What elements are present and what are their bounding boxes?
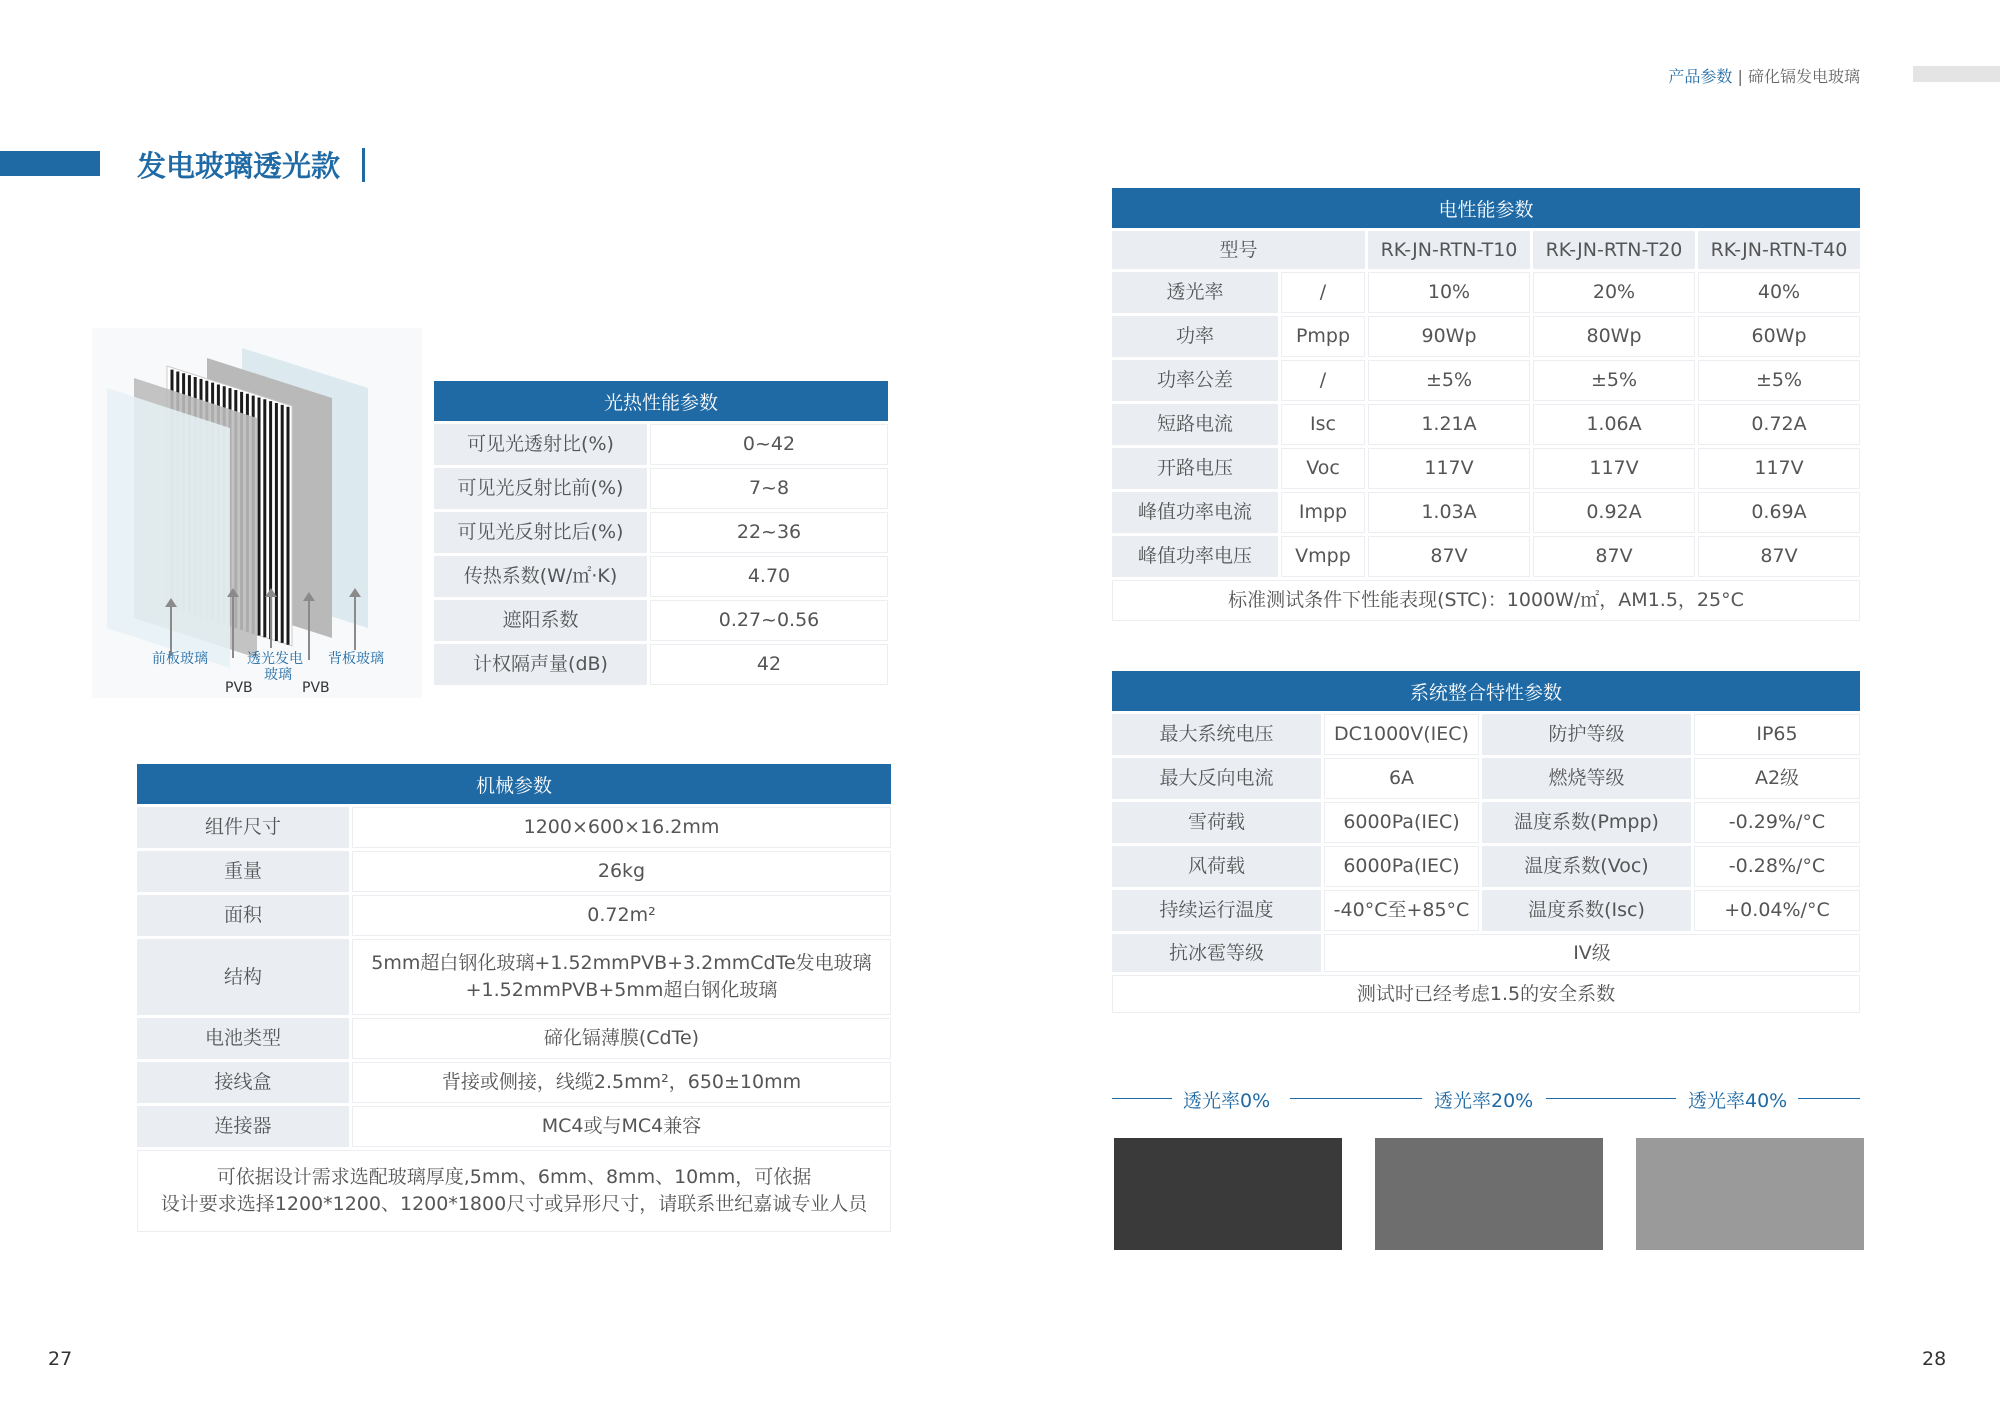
elec-row [1112, 536, 1860, 577]
mech-note [137, 1150, 891, 1232]
elec-model-name: RK-JN-RTN-T10 [1368, 231, 1530, 269]
sys-hail-row [1112, 934, 1860, 972]
page-number-right: 28 [1922, 1348, 1947, 1370]
mech-value-line: 5mm超白钢化玻璃+1.52mmPVB+3.2mmCdTe发电玻璃 [371, 952, 872, 975]
sys-value: 6000Pa(IEC) [1324, 802, 1479, 843]
sys-note-row [1112, 975, 1860, 1013]
sys-row [1112, 802, 1860, 843]
elec-note-row [1112, 580, 1860, 621]
elec-table [1112, 188, 1860, 621]
elec-param-symbol: Isc [1281, 404, 1365, 445]
sys-row [1112, 714, 1860, 755]
header-decor-bar [1913, 66, 2000, 82]
optical-row [434, 600, 888, 641]
sys-value: IV级 [1324, 934, 1860, 972]
sample-label-1: 透光率20% [1434, 1090, 1534, 1112]
front-glass-label: 前板玻璃 [152, 651, 208, 667]
pvb-1-arrow [232, 596, 234, 658]
elec-note: 标准测试条件下性能表现(STC)：1000W/㎡，AM1.5，25°C [1112, 580, 1860, 621]
elec-param-value: 40% [1698, 272, 1860, 313]
elec-param-value: 0.69A [1698, 492, 1860, 533]
optical-row [434, 468, 888, 509]
sys-label: 温度系数(Voc) [1482, 846, 1691, 887]
mech-row [137, 807, 891, 848]
mech-value: 背接或侧接，线缆2.5mm²，650±10mm [352, 1062, 891, 1103]
mech-value: MC4或与MC4兼容 [352, 1106, 891, 1147]
title-accent-bar [0, 151, 100, 176]
elec-header-row [1112, 231, 1860, 269]
back-glass-label: 背板玻璃 [328, 651, 384, 667]
mech-row [137, 939, 891, 1015]
sys-label: 风荷载 [1112, 846, 1321, 887]
mech-label: 重量 [137, 851, 349, 892]
sample-swatch-0 [1114, 1138, 1342, 1250]
elec-param-value: 87V [1368, 536, 1530, 577]
sample-line [1112, 1098, 1172, 1099]
elec-param-value: 87V [1533, 536, 1695, 577]
elec-param-value: ±5% [1368, 360, 1530, 401]
elec-table-title: 电性能参数 [1112, 188, 1860, 228]
mech-row [137, 895, 891, 936]
sys-row [1112, 890, 1860, 931]
sys-value: -0.29%/°C [1694, 802, 1860, 843]
optical-value: 0~42 [650, 424, 888, 465]
sample-line [1546, 1098, 1676, 1099]
elec-param-symbol: Vmpp [1281, 536, 1365, 577]
optical-value: 22~36 [650, 512, 888, 553]
sys-label: 防护等级 [1482, 714, 1691, 755]
layer-diagram [92, 328, 422, 698]
mech-value: 碲化镉薄膜(CdTe) [352, 1018, 891, 1059]
sys-row [1112, 758, 1860, 799]
elec-param-value: ±5% [1698, 360, 1860, 401]
elec-param-value: 1.03A [1368, 492, 1530, 533]
sys-label: 温度系数(Pmpp) [1482, 802, 1691, 843]
elec-param-symbol: Impp [1281, 492, 1365, 533]
mech-row [137, 1018, 891, 1059]
title-separator [362, 148, 365, 182]
sys-value: 6A [1324, 758, 1479, 799]
optical-value: 42 [650, 644, 888, 685]
elec-param-label: 透光率 [1112, 272, 1278, 313]
header-section: 产品参数 [1668, 67, 1733, 86]
elec-param-label: 峰值功率电流 [1112, 492, 1278, 533]
running-header [1668, 64, 1860, 87]
mech-note-line: 设计要求选择1200*1200、1200*1800尺寸或异形尺寸，请联系世纪嘉诚专业人员 [160, 1193, 868, 1215]
mech-row [137, 851, 891, 892]
elec-param-symbol: Voc [1281, 448, 1365, 489]
elec-param-label: 峰值功率电压 [1112, 536, 1278, 577]
mech-value-line: +1.52mmPVB+5mm超白钢化玻璃 [465, 979, 778, 1001]
pvb-2-arrow [308, 600, 310, 660]
sys-label: 燃烧等级 [1482, 758, 1691, 799]
optical-label: 传热系数(W/㎡·K) [434, 556, 647, 597]
sys-label: 雪荷载 [1112, 802, 1321, 843]
optical-row [434, 644, 888, 685]
optical-label: 可见光反射比前(%) [434, 468, 647, 509]
sys-value: -40°C至+85°C [1324, 890, 1479, 931]
mech-label: 面积 [137, 895, 349, 936]
sys-table-title: 系统整合特性参数 [1112, 671, 1860, 711]
mech-label: 组件尺寸 [137, 807, 349, 848]
elec-row [1112, 404, 1860, 445]
sample-line [1290, 1098, 1422, 1099]
elec-param-value: 117V [1368, 448, 1530, 489]
sys-value: -0.28%/°C [1694, 846, 1860, 887]
sample-swatch-1 [1375, 1138, 1603, 1250]
elec-model-name: RK-JN-RTN-T40 [1698, 231, 1860, 269]
optical-label: 可见光反射比后(%) [434, 512, 647, 553]
elec-param-label: 功率公差 [1112, 360, 1278, 401]
page-number-left: 27 [48, 1348, 73, 1370]
optical-label: 遮阳系数 [434, 600, 647, 641]
header-product: 碲化镉发电玻璃 [1747, 67, 1860, 86]
mech-value: 0.72m² [352, 895, 891, 936]
mech-value: 1200×600×16.2mm [352, 807, 891, 848]
elec-param-symbol: / [1281, 360, 1365, 401]
pv-glass-label-1: 透光发电 [247, 651, 303, 667]
sample-label-2: 透光率40% [1688, 1090, 1788, 1112]
optical-table-title: 光热性能参数 [434, 381, 888, 421]
optical-value: 4.70 [650, 556, 888, 597]
elec-row [1112, 492, 1860, 533]
sys-label: 最大反向电流 [1112, 758, 1321, 799]
mech-table [137, 764, 891, 1232]
elec-param-label: 功率 [1112, 316, 1278, 357]
elec-model-name: RK-JN-RTN-T20 [1533, 231, 1695, 269]
elec-param-value: 1.21A [1368, 404, 1530, 445]
mech-label: 结构 [137, 939, 349, 1015]
elec-param-value: 10% [1368, 272, 1530, 313]
mech-note-row [137, 1150, 891, 1232]
elec-param-value: 87V [1698, 536, 1860, 577]
elec-param-label: 短路电流 [1112, 404, 1278, 445]
elec-param-value: ±5% [1533, 360, 1695, 401]
pvb-2-label: PVB [302, 680, 330, 696]
elec-param-value: 90Wp [1368, 316, 1530, 357]
mech-label: 电池类型 [137, 1018, 349, 1059]
mech-row [137, 1062, 891, 1103]
elec-param-value: 20% [1533, 272, 1695, 313]
optical-row [434, 424, 888, 465]
pv-glass-arrow [270, 596, 272, 648]
sys-value: IP65 [1694, 714, 1860, 755]
sample-line [1798, 1098, 1860, 1099]
pv-glass-label-2: 玻璃 [264, 667, 292, 683]
sys-note: 测试时已经考虑1.5的安全系数 [1112, 975, 1860, 1013]
optical-label: 计权隔声量(dB) [434, 644, 647, 685]
sys-label: 抗冰雹等级 [1112, 934, 1321, 972]
elec-param-value: 80Wp [1533, 316, 1695, 357]
sys-value: 6000Pa(IEC) [1324, 846, 1479, 887]
pvb-1-label: PVB [225, 680, 253, 696]
mech-label: 连接器 [137, 1106, 349, 1147]
optical-label: 可见光透射比(%) [434, 424, 647, 465]
elec-row [1112, 448, 1860, 489]
elec-param-symbol: Pmpp [1281, 316, 1365, 357]
elec-row [1112, 272, 1860, 313]
elec-param-value: 1.06A [1533, 404, 1695, 445]
mech-row [137, 1106, 891, 1147]
sys-value: +0.04%/°C [1694, 890, 1860, 931]
mech-label: 接线盒 [137, 1062, 349, 1103]
back-glass-arrow [354, 596, 356, 650]
glass-layers-illustration [92, 328, 422, 698]
elec-param-symbol: / [1281, 272, 1365, 313]
sys-label: 温度系数(Isc) [1482, 890, 1691, 931]
elec-param-value: 117V [1533, 448, 1695, 489]
elec-param-value: 0.72A [1698, 404, 1860, 445]
elec-param-value: 0.92A [1533, 492, 1695, 533]
mech-table-title: 机械参数 [137, 764, 891, 804]
sample-label-0: 透光率0% [1183, 1090, 1271, 1112]
elec-row [1112, 316, 1860, 357]
sys-row [1112, 846, 1860, 887]
optical-row [434, 512, 888, 553]
optical-table [434, 381, 888, 685]
mech-value [352, 939, 891, 1015]
optical-row [434, 556, 888, 597]
optical-value: 7~8 [650, 468, 888, 509]
sys-label: 持续运行温度 [1112, 890, 1321, 931]
optical-value: 0.27~0.56 [650, 600, 888, 641]
sys-table [1112, 671, 1860, 1013]
mech-note-line: 可依据设计需求选配玻璃厚度,5mm、6mm、8mm、10mm，可依据 [216, 1166, 812, 1189]
sys-value: A2级 [1694, 758, 1860, 799]
elec-param-label: 开路电压 [1112, 448, 1278, 489]
mech-value: 26kg [352, 851, 891, 892]
front-glass-pane [107, 388, 230, 668]
elec-param-value: 117V [1698, 448, 1860, 489]
elec-param-value: 60Wp [1698, 316, 1860, 357]
header-separator: | [1737, 67, 1743, 86]
sample-swatch-2 [1636, 1138, 1864, 1250]
sys-label: 最大系统电压 [1112, 714, 1321, 755]
elec-row [1112, 360, 1860, 401]
page-title: 发电玻璃透光款 [137, 149, 341, 183]
sys-value: DC1000V(IEC) [1324, 714, 1479, 755]
elec-model-label: 型号 [1112, 231, 1365, 269]
